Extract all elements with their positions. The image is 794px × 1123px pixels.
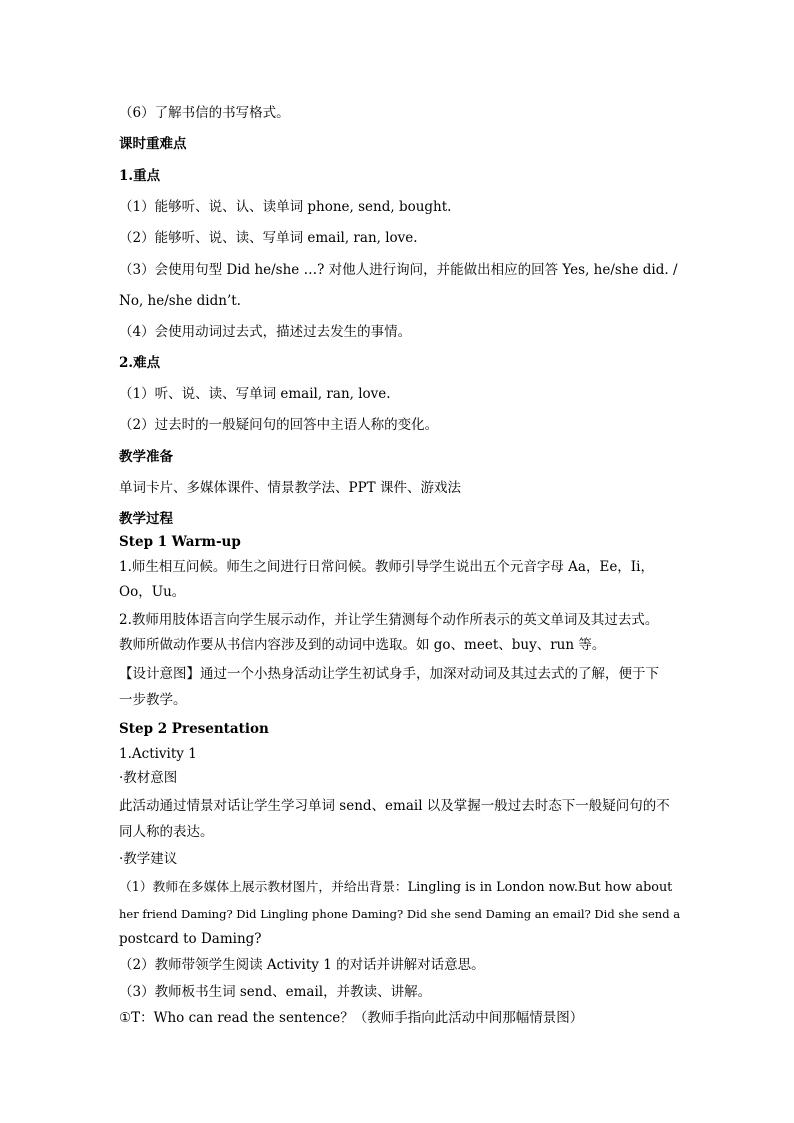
design-intent-cont: 一步教学。 xyxy=(119,692,187,708)
step-2-title: Step 2 Presentation xyxy=(119,721,269,737)
heading-difficult-points: 2.难点 xyxy=(119,355,161,371)
teaching-suggestion-heading: ·教学建议 xyxy=(119,851,178,867)
difficult-point-2: （2）过去时的一般疑问句的回答中主语人称的变化。 xyxy=(119,417,439,433)
objective-6: （6）了解书信的书写格式。 xyxy=(119,105,290,121)
textbook-intent-text-cont: 同人称的表达。 xyxy=(119,824,214,840)
preparation-items: 单词卡片、多媒体课件、情景教学法、PPT 课件、游戏法 xyxy=(119,480,461,496)
key-point-4: （4）会使用动词过去式，描述过去发生的事情。 xyxy=(119,324,412,340)
step-1-title: Step 1 Warm-up xyxy=(119,534,241,550)
suggestion-1-cont-2: postcard to Daming? xyxy=(119,931,262,947)
suggestion-1-cont-1: her friend Daming? Did Lingling phone Daming? Did she send Daming an email? Did she send a xyxy=(119,907,681,921)
heading-key-difficult-points: 课时重难点 xyxy=(119,136,187,152)
textbook-intent-heading: ·教材意图 xyxy=(119,770,178,786)
key-point-3: （3）会使用句型 Did he/she …? 对他人进行询问，并能做出相应的回答 Yes, he/she did. / xyxy=(119,262,678,278)
suggestion-3: （3）教师板书生词 send、email，并教读、讲解。 xyxy=(119,984,432,1000)
step-1-item-1-cont: Oo，Uu。 xyxy=(119,584,186,600)
key-point-1: （1）能够听、说、认、读单词 phone, send, bought. xyxy=(119,199,452,215)
step-1-item-1: 1.师生相互问候。师生之间进行日常问候。教师引导学生说出五个元音字母 Aa，Ee，Ii， xyxy=(119,559,654,575)
suggestion-2: （2）教师带领学生阅读 Activity 1 的对话并讲解对话意思。 xyxy=(119,957,485,973)
heading-preparation: 教学准备 xyxy=(119,449,173,465)
step-1-item-2-cont: 教师所做动作要从书信内容涉及到的动词中选取。如 go、meet、buy、run 等。 xyxy=(119,637,606,653)
dialogue-line-1: ①T：Who can read the sentence？（教师手指向此活动中间那幅情景图） xyxy=(119,1010,584,1026)
key-point-3-cont: No, he/she didn’t. xyxy=(119,293,241,309)
heading-teaching-process: 教学过程 xyxy=(119,511,173,527)
heading-key-points: 1.重点 xyxy=(119,168,161,184)
key-point-2: （2）能够听、说、读、写单词 email, ran, love. xyxy=(119,230,418,246)
textbook-intent-text: 此活动通过情景对话让学生学习单词 send、email 以及掌握一般过去时态下一般疑问句的不 xyxy=(119,798,670,814)
design-intent: 【设计意图】通过一个小热身活动让学生初试身手，加深对动词及其过去式的了解，便于下 xyxy=(119,666,659,682)
difficult-point-1: （1）听、说、读、写单词 email, ran, love. xyxy=(119,386,391,402)
activity-1-title: 1.Activity 1 xyxy=(119,746,197,762)
step-1-item-2: 2.教师用肢体语言向学生展示动作，并让学生猜测每个动作所表示的英文单词及其过去式。 xyxy=(119,612,659,628)
suggestion-1: （1）教师在多媒体上展示教材图片，并给出背景：Lingling is in London now.But how about xyxy=(119,880,673,895)
